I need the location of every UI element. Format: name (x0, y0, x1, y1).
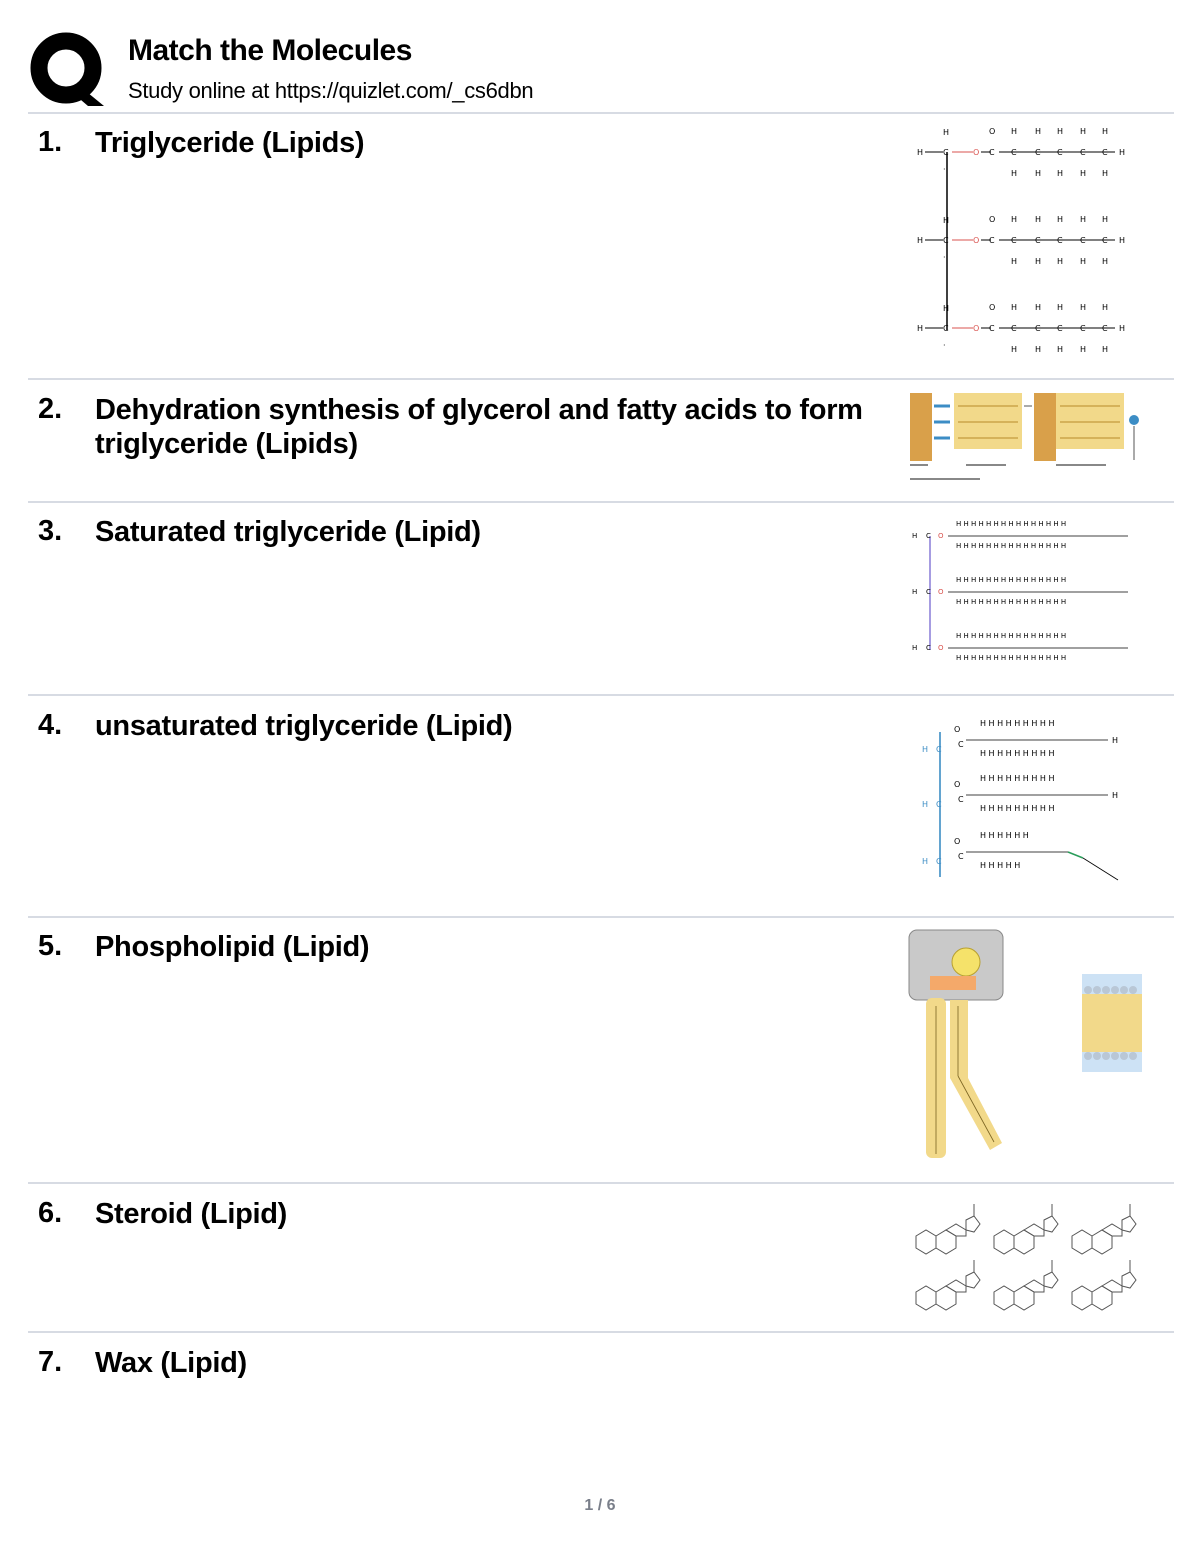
svg-text:H: H (1080, 127, 1087, 136)
svg-text:O: O (938, 532, 944, 540)
svg-text:O: O (954, 725, 961, 734)
page-title: Match the Molecules (128, 34, 412, 67)
svg-text:H: H (1035, 169, 1042, 178)
divider (28, 112, 1174, 114)
svg-text:H: H (917, 148, 924, 157)
svg-text:H: H (1057, 169, 1064, 178)
svg-text:O: O (954, 837, 961, 846)
card-term: Dehydration synthesis of glycerol and fatty acids to form triglyceride (Lipids) (95, 394, 863, 460)
card-number: 7. (38, 1346, 63, 1378)
card-term: Saturated triglyceride (Lipid) (95, 516, 481, 548)
svg-text:H: H (1011, 127, 1018, 136)
svg-text:H: H (1057, 127, 1064, 136)
page-indicator: 1 / 6 (584, 1497, 616, 1514)
svg-text:C: C (936, 745, 942, 754)
divider (28, 694, 1174, 696)
svg-text:C: C (989, 148, 995, 157)
card-term: unsaturated triglyceride (Lipid) (95, 710, 513, 742)
page-header (30, 28, 1180, 108)
svg-text:C: C (943, 148, 949, 157)
quizlet-logo-icon (30, 32, 106, 108)
svg-text:C: C (1057, 148, 1063, 157)
card-term: Phospholipid (Lipid) (95, 931, 370, 963)
divider (28, 501, 1174, 503)
svg-text:C: C (1102, 148, 1108, 157)
card-number: 5. (38, 930, 63, 962)
svg-text:H H H H H H H H H: H H H H H H H H H (980, 719, 1055, 728)
svg-text:H: H (943, 128, 950, 137)
card-number: 1. (38, 126, 63, 158)
unsaturated-triglyceride-icon (918, 712, 1133, 892)
divider (28, 378, 1174, 380)
svg-text:C: C (936, 857, 942, 866)
saturated-triglyceride-icon (910, 518, 1140, 668)
svg-text:H: H (1119, 148, 1126, 157)
svg-text:C: C (1080, 148, 1086, 157)
svg-text:C: C (1011, 148, 1017, 157)
svg-text:H H H H H: H H H H H (980, 861, 1021, 870)
svg-text:O: O (989, 127, 996, 136)
svg-text:H: H (1080, 169, 1087, 178)
triglyceride-structure-icon (915, 122, 1135, 362)
svg-text:H: H (1011, 169, 1018, 178)
svg-text:H: H (1102, 169, 1109, 178)
divider (28, 1182, 1174, 1184)
divider (28, 1331, 1174, 1333)
svg-text:H H H H H H H H H H H H H H H: H H H H H H H H H H H H H H H (956, 520, 1067, 528)
divider (28, 916, 1174, 918)
svg-text:C: C (958, 852, 964, 861)
svg-text:C: C (958, 740, 964, 749)
study-link[interactable]: Study online at https://quizlet.com/_cs6dbn (128, 78, 534, 103)
svg-text:H H H H H H H H H H H H H H H: H H H H H H H H H H H H H H H (956, 542, 1067, 550)
svg-text:H: H (1112, 736, 1119, 745)
card-term: Triglyceride (Lipids) (95, 127, 365, 159)
card-number: 4. (38, 709, 63, 741)
svg-text:H H H H H H: H H H H H H (980, 831, 1029, 840)
svg-text:H: H (912, 532, 918, 540)
dehydration-synthesis-icon (906, 388, 1146, 484)
svg-text:H: H (922, 745, 929, 754)
card-number: 2. (38, 393, 63, 425)
svg-text:C: C (1035, 148, 1041, 157)
card-term: Steroid (Lipid) (95, 1198, 288, 1230)
svg-text:·: · (943, 165, 946, 174)
svg-text:H: H (922, 857, 929, 866)
svg-text:H H H H H H H H H: H H H H H H H H H (980, 749, 1055, 758)
svg-text:H: H (1035, 127, 1042, 136)
card-term: Wax (Lipid) (95, 1347, 247, 1379)
svg-text:C: C (926, 532, 931, 540)
card-number: 3. (38, 515, 63, 547)
steroid-structures-icon (908, 1192, 1144, 1312)
svg-text:O: O (973, 148, 980, 157)
card-number: 6. (38, 1197, 63, 1229)
svg-text:H: H (1102, 127, 1109, 136)
phospholipid-icon (906, 928, 1146, 1166)
